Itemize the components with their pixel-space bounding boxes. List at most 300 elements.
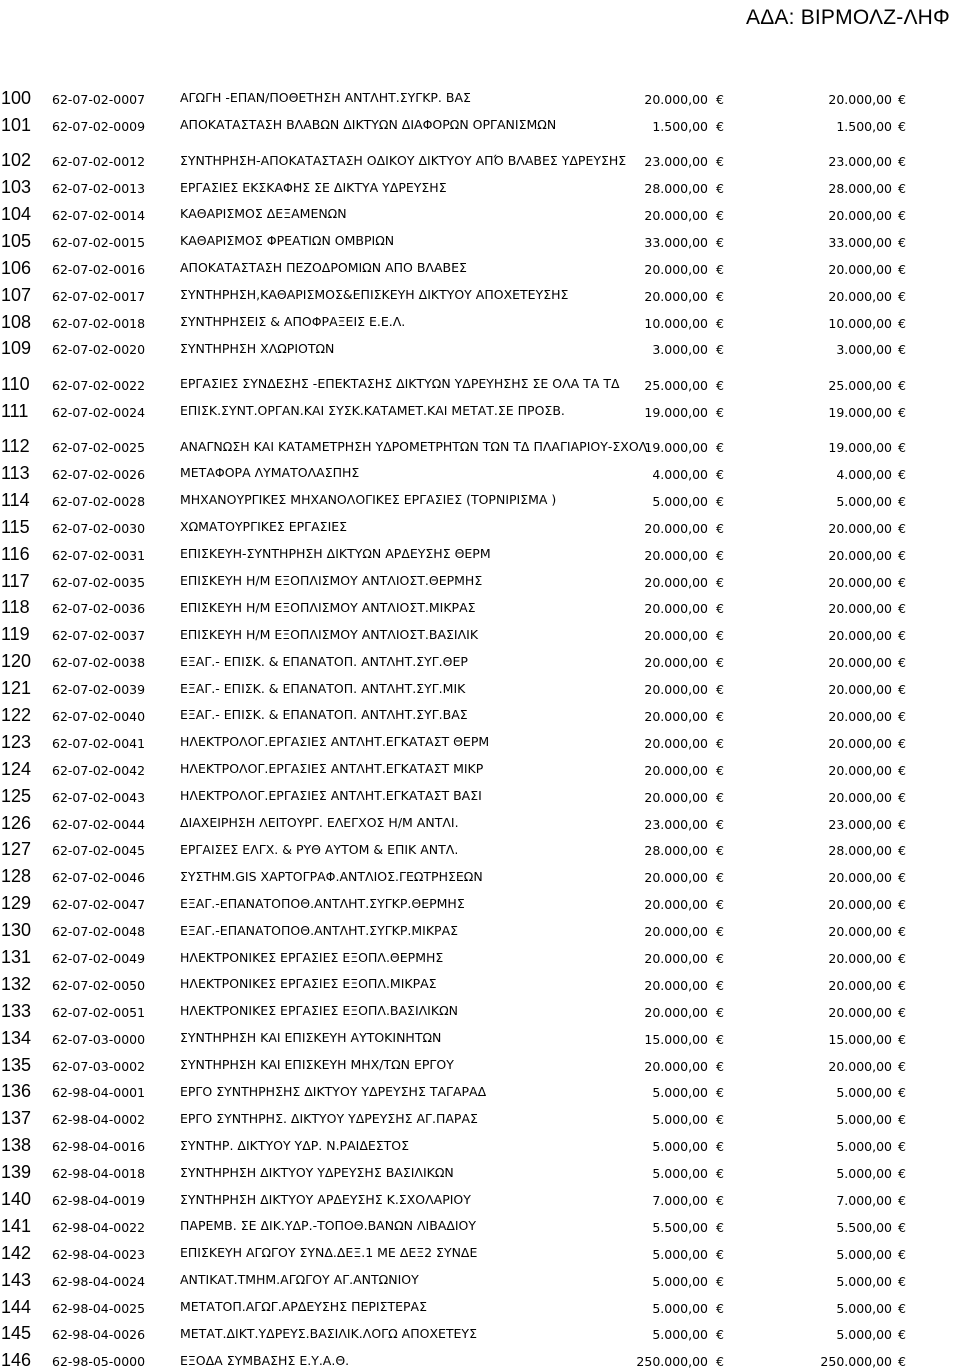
euro-symbol: €	[716, 1193, 724, 1209]
table-row	[0, 698, 960, 725]
row-number: 129	[1, 893, 32, 914]
amount-1: 20.000,00	[644, 682, 708, 698]
row-number: 104	[1, 203, 32, 224]
amount-1: 20.000,00	[644, 1058, 708, 1074]
euro-symbol: €	[716, 377, 724, 393]
euro-symbol: €	[898, 1246, 906, 1262]
table-row	[0, 81, 960, 108]
account-code: 62-07-02-0016	[52, 261, 146, 277]
amount-2: 5.000,00	[836, 1273, 892, 1289]
account-code: 62-07-02-0020	[52, 342, 146, 358]
amount-2: 5.000,00	[836, 1139, 892, 1155]
amount-1: 28.000,00	[644, 181, 708, 197]
euro-symbol: €	[716, 789, 724, 805]
euro-symbol: €	[716, 118, 724, 134]
euro-symbol: €	[898, 91, 906, 107]
account-code: 62-07-02-0036	[52, 601, 146, 617]
euro-symbol: €	[716, 154, 724, 170]
item-description: ΕΞΑΓ.- ΕΠΙΣΚ. & ΕΠΑΝΑΤΟΠ. ΑΝΤΛΗΤ.ΣΥΓ.ΘΕΡ	[180, 653, 468, 669]
row-number: 102	[1, 150, 32, 171]
row-number: 106	[1, 257, 32, 278]
euro-symbol: €	[898, 181, 906, 197]
euro-symbol: €	[716, 207, 724, 223]
table-row	[0, 1021, 960, 1048]
amount-2: 20.000,00	[828, 601, 892, 617]
row-number: 133	[1, 1000, 32, 1021]
euro-symbol: €	[716, 493, 724, 509]
item-description: ΜΕΤΑΤ.ΔΙΚΤ.ΥΔΡΕΥΣ.ΒΑΣΙΛΙΚ.ΛΟΓΩ ΑΠΟΧΕΤΕΥΣ	[180, 1325, 477, 1341]
account-code: 62-07-02-0024	[52, 404, 146, 420]
account-code: 62-07-03-0002	[52, 1058, 146, 1074]
item-description: ΕΞΑΓ.-ΕΠΑΝΑΤΟΠΟΘ.ΑΝΤΛΗΤ.ΣΥΓΚΡ.ΘΕΡΜΗΣ	[180, 895, 465, 911]
amount-2: 7.000,00	[836, 1193, 892, 1209]
table-row	[0, 456, 960, 483]
amount-2: 20.000,00	[828, 520, 892, 536]
amount-1: 20.000,00	[644, 628, 708, 644]
euro-symbol: €	[898, 1354, 906, 1370]
table-row	[0, 197, 960, 224]
amount-1: 33.000,00	[644, 234, 708, 250]
table-row	[0, 1101, 960, 1128]
row-number: 139	[1, 1162, 32, 1183]
account-code: 62-07-02-0031	[52, 547, 146, 563]
account-code: 62-07-02-0022	[52, 377, 146, 393]
account-code: 62-07-02-0014	[52, 207, 146, 223]
euro-symbol: €	[716, 288, 724, 304]
row-number: 119	[1, 624, 30, 645]
amount-2: 19.000,00	[828, 440, 892, 456]
amount-1: 5.000,00	[652, 1139, 708, 1155]
row-number: 112	[1, 436, 30, 457]
amount-2: 20.000,00	[828, 682, 892, 698]
table-row	[0, 833, 960, 860]
table-row	[0, 278, 960, 305]
account-code: 62-07-02-0043	[52, 789, 146, 805]
item-description: ΜΗΧΑΝΟΥΡΓΙΚΕΣ ΜΗΧΑΝΟΛΟΓΙΚΕΣ ΕΡΓΑΣΙΕΣ (ΤΟΡΝΙΡΙΣΜΑ )	[180, 492, 557, 508]
row-number: 141	[1, 1215, 32, 1236]
table-row	[0, 617, 960, 644]
amount-2: 19.000,00	[828, 404, 892, 420]
item-description: ΣΥΝΤΗΡ. ΔΙΚΤΥΟΥ ΥΔΡ. Ν.ΡΑΙΔΕΣΤΟΣ	[180, 1137, 410, 1153]
item-description: ΣΥΝΤΗΡΗΣΗ ΔΙΚΤΥΟΥ ΑΡΔΕΥΣΗΣ Κ.ΣΧΟΛΑΡΙΟΥ	[180, 1191, 471, 1207]
table-row	[0, 1290, 960, 1317]
amount-1: 20.000,00	[644, 708, 708, 724]
row-number: 110	[1, 373, 30, 394]
row-number: 109	[1, 338, 32, 359]
ada-header: ΑΔΑ: ΒΙΡΜΟΛΖ-ΛΗΦ	[745, 6, 950, 29]
amount-1: 20.000,00	[644, 977, 708, 993]
account-code: 62-07-02-0046	[52, 870, 146, 886]
table-row	[0, 752, 960, 779]
amount-2: 20.000,00	[828, 628, 892, 644]
row-number: 115	[1, 516, 30, 537]
row-number: 142	[1, 1242, 32, 1263]
amount-2: 5.000,00	[836, 1085, 892, 1101]
euro-symbol: €	[898, 315, 906, 331]
euro-symbol: €	[898, 547, 906, 563]
item-description: ΔΙΑΧΕΙΡΗΣΗ ΛΕΙΤΟΥΡΓ. ΕΛΕΓΧΟΣ Η/Μ ΑΝΤΛΙ.	[180, 815, 459, 831]
row-number: 122	[1, 704, 32, 725]
row-number: 117	[1, 570, 30, 591]
euro-symbol: €	[898, 897, 906, 913]
amount-2: 20.000,00	[828, 261, 892, 277]
row-number: 116	[1, 543, 30, 564]
account-code: 62-07-02-0012	[52, 154, 146, 170]
row-number: 113	[1, 462, 30, 483]
amount-2: 20.000,00	[828, 735, 892, 751]
table-row	[0, 1236, 960, 1263]
row-number: 103	[1, 177, 32, 198]
amount-2: 4.000,00	[836, 466, 892, 482]
item-description: ΚΑΘΑΡΙΣΜΟΣ ΦΡΕΑΤΙΩΝ ΟΜΒΡΙΩΝ	[180, 233, 395, 249]
euro-symbol: €	[898, 789, 906, 805]
euro-symbol: €	[716, 655, 724, 671]
euro-symbol: €	[898, 261, 906, 277]
account-code: 62-98-04-0018	[52, 1166, 146, 1182]
euro-symbol: €	[716, 261, 724, 277]
account-code: 62-07-02-0042	[52, 762, 146, 778]
amount-2: 15.000,00	[828, 1031, 892, 1047]
euro-symbol: €	[898, 1273, 906, 1289]
table-row	[0, 224, 960, 251]
table-row	[0, 859, 960, 886]
table-row	[0, 1263, 960, 1290]
euro-symbol: €	[716, 628, 724, 644]
amount-1: 20.000,00	[644, 288, 708, 304]
amount-1: 20.000,00	[644, 870, 708, 886]
euro-symbol: €	[898, 1139, 906, 1155]
table-row	[0, 1128, 960, 1155]
account-code: 62-07-02-0050	[52, 977, 146, 993]
row-number: 121	[1, 678, 32, 699]
euro-symbol: €	[898, 601, 906, 617]
euro-symbol: €	[898, 1166, 906, 1182]
euro-symbol: €	[716, 520, 724, 536]
item-description: ΕΠΙΣΚΕΥΗ ΑΓΩΓΟΥ ΣΥΝΔ.ΔΕΞ.1 ΜΕ ΔΕΞ2 ΣΥΝΔΕ	[180, 1245, 478, 1261]
euro-symbol: €	[716, 897, 724, 913]
account-code: 62-98-04-0016	[52, 1139, 146, 1155]
amount-1: 20.000,00	[644, 547, 708, 563]
row-number: 118	[1, 597, 30, 618]
euro-symbol: €	[716, 91, 724, 107]
account-code: 62-07-02-0041	[52, 735, 146, 751]
euro-symbol: €	[716, 951, 724, 966]
table-row	[0, 251, 960, 278]
row-number: 126	[1, 812, 32, 833]
amount-1: 20.000,00	[644, 91, 708, 107]
account-code: 62-07-02-0045	[52, 843, 146, 859]
amount-2: 20.000,00	[828, 762, 892, 778]
euro-symbol: €	[898, 870, 906, 886]
amount-1: 15.000,00	[644, 1031, 708, 1047]
row-number: 146	[1, 1350, 32, 1370]
euro-symbol: €	[898, 207, 906, 223]
euro-symbol: €	[716, 762, 724, 778]
row-number: 101	[1, 114, 32, 135]
item-description: ΣΥΝΤΗΡΗΣΗ ΧΛΩΡΙΟΤΩΝ	[180, 340, 335, 356]
euro-symbol: €	[898, 682, 906, 698]
account-code: 62-07-02-0051	[52, 1004, 146, 1020]
table-row	[0, 779, 960, 806]
amount-2: 5.000,00	[836, 1300, 892, 1316]
row-number: 108	[1, 311, 32, 332]
euro-symbol: €	[898, 520, 906, 536]
item-description: ΧΩΜΑΤΟΥΡΓΙΚΕΣ ΕΡΓΑΣΙΕΣ	[180, 519, 348, 535]
item-description: ΑΓΩΓΗ -ΕΠΑΝ/ΠΟΘΕΤΗΣΗ ΑΝΤΛΗΤ.ΣΥΓΚΡ. ΒΑΣ	[180, 90, 471, 106]
euro-symbol: €	[898, 951, 906, 966]
table-row	[0, 537, 960, 564]
euro-symbol: €	[716, 601, 724, 617]
euro-symbol: €	[898, 977, 906, 993]
euro-symbol: €	[716, 1166, 724, 1182]
row-number: 138	[1, 1135, 32, 1156]
euro-symbol: €	[716, 1058, 724, 1074]
item-description: ΕΠΙΣΚΕΥΗ Η/Μ ΕΞΟΠΛΙΣΜΟΥ ΑΝΤΛΙΟΣΤ.ΘΕΡΜΗΣ	[180, 573, 483, 589]
item-description: ΗΛΕΚΤΡΟΝΙΚΕΣ ΕΡΓΑΣΙΕΣ ΕΞΟΠΛ.ΜΙΚΡΑΣ	[180, 976, 437, 992]
euro-symbol: €	[898, 924, 906, 940]
account-code: 62-07-02-0048	[52, 924, 146, 940]
row-number: 131	[1, 947, 32, 967]
table-row	[0, 394, 960, 421]
amount-1: 5.500,00	[652, 1219, 708, 1235]
row-number: 140	[1, 1189, 32, 1210]
item-description: ΣΥΝΤΗΡΗΣΗ ΔΙΚΤΥΟΥ ΥΔΡΕΥΣΗΣ ΒΑΣΙΛΙΚΩΝ	[180, 1164, 454, 1180]
euro-symbol: €	[716, 315, 724, 331]
amount-2: 20.000,00	[828, 91, 892, 107]
amount-1: 20.000,00	[644, 924, 708, 940]
amount-2: 10.000,00	[828, 315, 892, 331]
item-description: ΣΥΝΤΗΡΗΣΕΙΣ & ΑΠΟΦΡΑΞΕΙΣ Ε.Ε.Λ.	[180, 314, 406, 330]
item-description: ΕΠΙΣΚΕΥΗ Η/Μ ΕΞΟΠΛΙΣΜΟΥ ΑΝΤΛΙΟΣΤ.ΒΑΣΙΛΙΚ	[180, 626, 479, 642]
table-row	[0, 967, 960, 994]
euro-symbol: €	[898, 843, 906, 859]
account-code: 62-07-02-0035	[52, 574, 146, 590]
euro-symbol: €	[898, 816, 906, 832]
amount-2: 20.000,00	[828, 708, 892, 724]
table-row	[0, 1317, 960, 1344]
amount-1: 5.000,00	[652, 1300, 708, 1316]
amount-2: 5.000,00	[836, 1246, 892, 1262]
row-number: 100	[1, 87, 32, 108]
euro-symbol: €	[898, 118, 906, 134]
row-number: 125	[1, 785, 32, 806]
row-number: 134	[1, 1027, 32, 1048]
amount-2: 20.000,00	[828, 655, 892, 671]
euro-symbol: €	[716, 708, 724, 724]
euro-symbol: €	[898, 1004, 906, 1020]
euro-symbol: €	[716, 1327, 724, 1343]
euro-symbol: €	[716, 1112, 724, 1128]
amount-2: 20.000,00	[828, 897, 892, 913]
amount-1: 20.000,00	[644, 951, 708, 966]
amount-2: 20.000,00	[828, 789, 892, 805]
amount-1: 20.000,00	[644, 574, 708, 590]
amount-1: 19.000,00	[644, 440, 708, 456]
euro-symbol: €	[898, 1112, 906, 1128]
account-code: 62-07-02-0047	[52, 897, 146, 913]
euro-symbol: €	[716, 682, 724, 698]
euro-symbol: €	[898, 1219, 906, 1235]
account-code: 62-07-02-0007	[52, 91, 146, 107]
item-description: ΕΞΑΓ.- ΕΠΙΣΚ. & ΕΠΑΝΑΤΟΠ. ΑΝΤΛΗΤ.ΣΥΓ.ΒΑΣ	[180, 707, 468, 723]
row-number: 145	[1, 1323, 32, 1344]
account-code: 62-07-02-0049	[52, 951, 146, 966]
item-description: ΣΥΣΤΗΜ.GIS ΧΑΡΤΟΓΡΑΦ.ΑΝΤΛΙΟΣ.ΓΕΩΤΡΗΣΕΩΝ	[180, 868, 483, 884]
euro-symbol: €	[898, 234, 906, 250]
euro-symbol: €	[898, 762, 906, 778]
row-number: 132	[1, 973, 32, 994]
euro-symbol: €	[898, 574, 906, 590]
euro-symbol: €	[716, 816, 724, 832]
account-code: 62-07-02-0013	[52, 181, 146, 197]
amount-1: 20.000,00	[644, 601, 708, 617]
amount-1: 20.000,00	[644, 655, 708, 671]
amount-2: 5.000,00	[836, 493, 892, 509]
table-row	[0, 886, 960, 913]
item-description: ΗΛΕΚΤΡΟΛΟΓ.ΕΡΓΑΣΙΕΣ ΑΝΤΛΗΤ.ΕΓΚΑΤΑΣΤ ΒΑΣΙ	[180, 788, 482, 804]
table-row	[0, 591, 960, 618]
table-row	[0, 725, 960, 752]
item-description: ΕΠΙΣΚ.ΣΥΝΤ.ΟΡΓΑΝ.ΚΑΙ ΣΥΣΚ.ΚΑΤΑΜΕΤ.ΚΑΙ ΜΕΤΑΤ.ΣΕ ΠΡΟΣΒ.	[180, 403, 565, 419]
item-description: ΗΛΕΚΤΡΟΛΟΓ.ΕΡΓΑΣΙΕΣ ΑΝΤΛΗΤ.ΕΓΚΑΤΑΣΤ ΘΕΡΜ	[180, 734, 490, 750]
euro-symbol: €	[716, 404, 724, 420]
amount-2: 5.000,00	[836, 1166, 892, 1182]
amount-1: 20.000,00	[644, 735, 708, 751]
row-number: 105	[1, 230, 32, 251]
item-description: ΣΥΝΤΗΡΗΣΗ-ΑΠΟΚΑΤΑΣΤΑΣΗ ΟΔΙΚΟΥ ΔΙΚΤΥΟΥ ΑΠΌ ΒΛΑΒΕΣ ΥΔΡΕΥΣΗΣ	[180, 152, 627, 168]
euro-symbol: €	[716, 870, 724, 886]
item-description: ΚΑΘΑΡΙΣΜΟΣ ΔΕΞΑΜΕΝΩΝ	[180, 206, 347, 222]
account-code: 62-98-04-0023	[52, 1246, 146, 1262]
account-code: 62-07-02-0030	[52, 520, 146, 536]
account-code: 62-07-02-0038	[52, 655, 146, 671]
amount-1: 20.000,00	[644, 1004, 708, 1020]
account-code: 62-98-04-0026	[52, 1327, 146, 1343]
euro-symbol: €	[898, 708, 906, 724]
amount-2: 33.000,00	[828, 234, 892, 250]
row-number: 144	[1, 1296, 32, 1317]
table-row	[0, 108, 960, 135]
amount-1: 5.000,00	[652, 493, 708, 509]
amount-1: 28.000,00	[644, 843, 708, 859]
item-description: ΕΠΙΣΚΕΥΗ-ΣΥΝΤΗΡΗΣΗ ΔΙΚΤΥΩΝ ΑΡΔΕΥΣΗΣ ΘΕΡΜ	[180, 546, 491, 562]
row-number: 128	[1, 866, 32, 887]
euro-symbol: €	[716, 1219, 724, 1235]
table-row	[0, 913, 960, 940]
amount-1: 7.000,00	[652, 1193, 708, 1209]
table-row	[0, 135, 960, 170]
account-code: 62-07-02-0028	[52, 493, 146, 509]
amount-1: 3.000,00	[652, 342, 708, 358]
table-row	[0, 510, 960, 537]
amount-2: 25.000,00	[828, 377, 892, 393]
table-row	[0, 1209, 960, 1236]
account-code: 62-98-04-0024	[52, 1273, 146, 1289]
table-row	[0, 170, 960, 197]
item-description: ΜΕΤΑΤΟΠ.ΑΓΩΓ.ΑΡΔΕΥΣΗΣ ΠΕΡΙΣΤΕΡΑΣ	[180, 1299, 428, 1315]
euro-symbol: €	[716, 440, 724, 456]
euro-symbol: €	[898, 377, 906, 393]
amount-2: 20.000,00	[828, 1004, 892, 1020]
account-code: 62-07-02-0017	[52, 288, 146, 304]
euro-symbol: €	[898, 342, 906, 358]
table-row	[0, 421, 960, 456]
item-description: ΜΕΤΑΦΟΡΑ ΛΥΜΑΤΟΛΑΣΠΗΣ	[180, 465, 360, 481]
euro-symbol: €	[716, 1031, 724, 1047]
account-code: 62-98-04-0002	[52, 1112, 146, 1128]
euro-symbol: €	[898, 735, 906, 751]
account-code: 62-07-03-0000	[52, 1031, 146, 1047]
table-row	[0, 1075, 960, 1102]
table-row	[0, 671, 960, 698]
amount-1: 23.000,00	[644, 816, 708, 832]
table-row	[0, 358, 960, 393]
item-description: ΕΡΓΑΙΣΕΣ ΕΛΓΧ. & ΡΥΘ ΑΥΤΟΜ & ΕΠΙΚ ΑΝΤΛ.	[180, 841, 459, 857]
account-code: 62-07-02-0015	[52, 234, 146, 250]
amount-2: 20.000,00	[828, 207, 892, 223]
amount-1: 25.000,00	[644, 377, 708, 393]
row-number: 124	[1, 758, 32, 779]
euro-symbol: €	[716, 234, 724, 250]
euro-symbol: €	[716, 977, 724, 993]
amount-2: 20.000,00	[828, 547, 892, 563]
account-code: 62-98-04-0001	[52, 1085, 146, 1101]
item-description: ΠΑΡΕΜΒ. ΣΕ ΔΙΚ.ΥΔΡ.-ΤΟΠΟΘ.ΒΑΝΩΝ ΛΙΒΑΔΙΟΥ	[180, 1218, 477, 1234]
row-number: 136	[1, 1081, 32, 1102]
row-number: 127	[1, 839, 32, 860]
amount-1: 4.000,00	[652, 466, 708, 482]
table-row	[0, 1182, 960, 1209]
item-description: ΕΠΙΣΚΕΥΗ Η/Μ ΕΞΟΠΛΙΣΜΟΥ ΑΝΤΛΙΟΣΤ.ΜΙΚΡΑΣ	[180, 599, 476, 615]
euro-symbol: €	[716, 1004, 724, 1020]
euro-symbol: €	[716, 924, 724, 940]
amount-2: 28.000,00	[828, 181, 892, 197]
item-description: ΕΡΓΟ ΣΥΝΤΗΡΗΣΗΣ ΔΙΚΤΥΟΥ ΥΔΡΕΥΣΗΣ ΤΑΓΑΡΑΔ	[180, 1083, 487, 1099]
amount-2: 20.000,00	[828, 288, 892, 304]
row-number: 135	[1, 1054, 32, 1075]
amount-2: 3.000,00	[836, 342, 892, 358]
amount-2: 20.000,00	[828, 574, 892, 590]
budget-table	[0, 81, 960, 1370]
amount-2: 5.000,00	[836, 1327, 892, 1343]
item-description: ΗΛΕΚΤΡΟΛΟΓ.ΕΡΓΑΣΙΕΣ ΑΝΤΛΗΤ.ΕΓΚΑΤΑΣΤ ΜΙΚΡ	[180, 761, 484, 777]
amount-1: 23.000,00	[644, 154, 708, 170]
item-description: ΗΛΕΚΤΡΟΝΙΚΕΣ ΕΡΓΑΣΙΕΣ ΕΞΟΠΛ.ΒΑΣΙΛΙΚΩΝ	[180, 1003, 458, 1019]
euro-symbol: €	[716, 181, 724, 197]
euro-symbol: €	[898, 1193, 906, 1209]
table-row	[0, 806, 960, 833]
table-row	[0, 305, 960, 332]
item-description: ΕΡΓΑΣΙΕΣ ΣΥΝΔΕΣΗΣ -ΕΠΕΚΤΑΣΗΣ ΔΙΚΤΥΩΝ ΥΔΡΕΥΗΣΗΣ ΣΕ ΟΛΑ ΤΑ ΤΔ	[180, 376, 620, 392]
item-description: ΑΠΟΚΑΤΑΣΤΑΣΗ ΠΕΖΟΔΡΟΜΙΩΝ ΑΠΟ ΒΛΑΒΕΣ	[180, 260, 467, 276]
table-row	[0, 1343, 960, 1370]
row-number: 143	[1, 1269, 32, 1290]
amount-2: 28.000,00	[828, 843, 892, 859]
euro-symbol: €	[898, 1058, 906, 1074]
amount-1: 5.000,00	[652, 1273, 708, 1289]
euro-symbol: €	[898, 655, 906, 671]
amount-2: 5.000,00	[836, 1112, 892, 1128]
amount-1: 250.000,00	[636, 1354, 708, 1370]
amount-1: 5.000,00	[652, 1085, 708, 1101]
amount-1: 20.000,00	[644, 789, 708, 805]
amount-2: 20.000,00	[828, 870, 892, 886]
item-description: ΑΝΑΓΝΩΣΗ ΚΑΙ ΚΑΤΑΜΕΤΡΗΣΗ ΥΔΡΟΜΕΤΡΗΤΩΝ ΤΩΝ ΤΔ ΠΛΑΓΙΑΡΙΟΥ-ΣΧΟΛ	[180, 438, 648, 454]
item-description: ΕΞΟΔΑ ΣΥΜΒΑΣΗΣ Ε.Υ.Α.Θ.	[180, 1352, 350, 1368]
account-code: 62-98-04-0019	[52, 1193, 146, 1209]
table-row	[0, 332, 960, 359]
amount-1: 5.000,00	[652, 1166, 708, 1182]
